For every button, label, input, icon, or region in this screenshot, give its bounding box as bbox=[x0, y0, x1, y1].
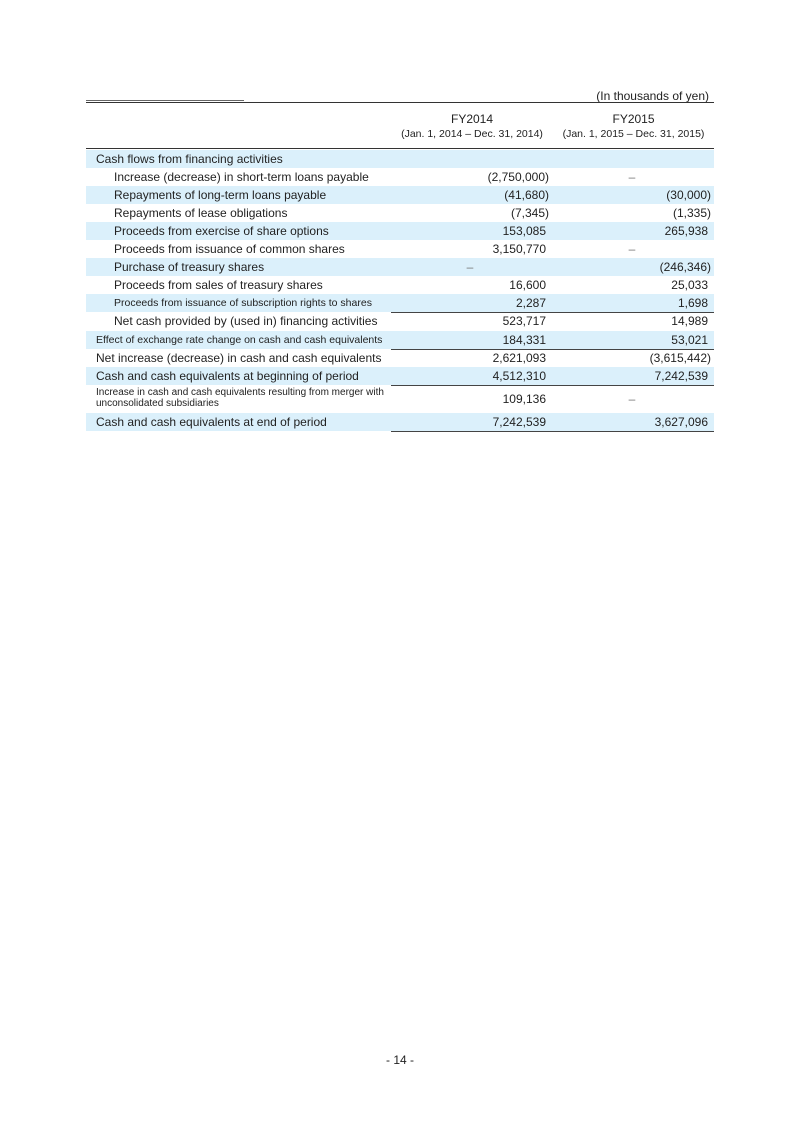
row-label: Purchase of treasury shares bbox=[114, 260, 265, 274]
fy2014-value: 184,331 bbox=[502, 333, 546, 347]
fy2015-value: (30,000) bbox=[666, 188, 711, 202]
table-row bbox=[86, 349, 714, 367]
row-label: Increase (decrease) in short-term loans payable bbox=[114, 170, 369, 184]
table-row bbox=[86, 150, 714, 168]
row-label: Proceeds from issuance of common shares bbox=[114, 242, 345, 256]
table-row bbox=[86, 367, 714, 385]
table-row bbox=[86, 294, 714, 312]
fy2014-value: 16,600 bbox=[509, 278, 546, 292]
column-header-fy2014 bbox=[391, 112, 553, 142]
fy2014-value: 3,150,770 bbox=[492, 242, 546, 256]
column-title: FY2015 bbox=[612, 112, 655, 126]
fy2015-value: (1,335) bbox=[672, 206, 711, 220]
fy2015-value: 1,698 bbox=[677, 296, 708, 310]
fy2015-value: – bbox=[628, 392, 636, 406]
fy2015-value: – bbox=[628, 242, 636, 256]
header-rule-short bbox=[86, 100, 244, 101]
row-label: Repayments of lease obligations bbox=[114, 206, 288, 220]
fy2014-value: (7,345) bbox=[510, 206, 549, 220]
fy2015-value: 3,627,096 bbox=[654, 415, 708, 429]
table-header bbox=[86, 104, 714, 149]
table-row bbox=[86, 258, 714, 276]
table-row bbox=[86, 186, 714, 204]
fy2014-value: 7,242,539 bbox=[492, 415, 546, 429]
fy2015-value: – bbox=[628, 170, 636, 184]
header-rule bbox=[86, 102, 714, 103]
fy2014-value: (2,750,000) bbox=[487, 170, 549, 184]
table-row bbox=[86, 240, 714, 258]
column-period: (Jan. 1, 2014 – Dec. 31, 2014) bbox=[401, 128, 543, 140]
row-label: Proceeds from issuance of subscription rights to shares bbox=[114, 297, 372, 309]
table-row bbox=[86, 168, 714, 186]
row-label: Cash flows from financing activities bbox=[96, 152, 283, 166]
column-title: FY2014 bbox=[450, 112, 494, 126]
fy2015-value: (3,615,442) bbox=[649, 351, 711, 365]
fy2015-value: (246,346) bbox=[659, 260, 711, 274]
fy2015-value: 265,938 bbox=[664, 224, 708, 238]
row-label: Net increase (decrease) in cash and cash equivalents bbox=[96, 351, 382, 365]
table-row bbox=[86, 222, 714, 240]
row-label: Increase in cash and cash equivalents resulting from merger with unconsolidated subsidiaries bbox=[96, 387, 384, 409]
fy2014-value: 2,621,093 bbox=[492, 351, 546, 365]
unit-note: (In thousands of yen) bbox=[596, 89, 709, 103]
table-row bbox=[86, 312, 714, 331]
column-period: (Jan. 1, 2015 – Dec. 31, 2015) bbox=[562, 128, 705, 140]
fy2014-value: 109,136 bbox=[502, 392, 546, 406]
table-row bbox=[86, 413, 714, 431]
fy2014-value: (41,680) bbox=[504, 188, 549, 202]
fy2015-value: 14,989 bbox=[671, 314, 708, 328]
row-label: Effect of exchange rate change on cash and cash equivalents bbox=[96, 334, 383, 346]
fy2015-value: 7,242,539 bbox=[654, 369, 708, 383]
fy2014-value: – bbox=[466, 260, 474, 274]
column-header-fy2015 bbox=[553, 112, 714, 142]
cash-flow-table bbox=[86, 104, 714, 431]
fy2014-value: 153,085 bbox=[502, 224, 546, 238]
row-label: Proceeds from exercise of share options bbox=[114, 224, 329, 238]
fy2015-value: 53,021 bbox=[671, 333, 708, 347]
row-label: Proceeds from sales of treasury shares bbox=[114, 278, 323, 292]
table-row bbox=[86, 331, 714, 349]
fy2014-value: 4,512,310 bbox=[492, 369, 546, 383]
row-label: Cash and cash equivalents at beginning of period bbox=[96, 369, 359, 383]
fy2015-value: 25,033 bbox=[671, 278, 708, 292]
page-number: - 14 - bbox=[385, 1053, 414, 1067]
table-row bbox=[86, 385, 714, 413]
fy2014-value: 2,287 bbox=[515, 296, 546, 310]
row-label: Repayments of long-term loans payable bbox=[114, 188, 327, 202]
row-label: Cash and cash equivalents at end of period bbox=[96, 415, 327, 429]
total-rule bbox=[391, 431, 714, 432]
table-row bbox=[86, 204, 714, 222]
row-label: Net cash provided by (used in) financing activities bbox=[114, 314, 378, 328]
fy2014-value: 523,717 bbox=[502, 314, 546, 328]
table-row bbox=[86, 276, 714, 294]
